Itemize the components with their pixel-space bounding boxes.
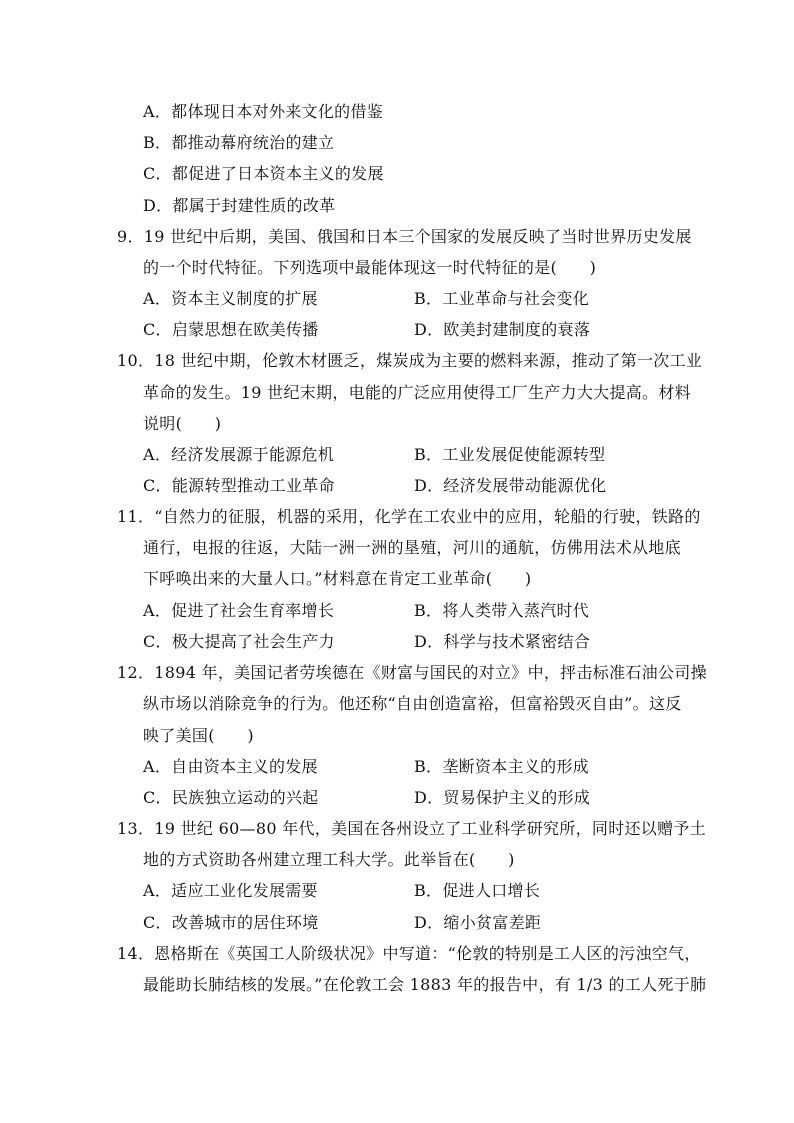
q10-option-d: D．经济发展带动能源优化 [414, 476, 607, 495]
q12-stem-line-3: 映了美国( ) [143, 726, 254, 745]
q12-option-d: D．贸易保护主义的形成 [414, 788, 591, 807]
q10-option-c: C．能源转型推动工业革命 [143, 476, 335, 495]
q10-option-a: A．经济发展源于能源危机 [143, 445, 335, 464]
q10-stem-line-1: 10．18 世纪中期，伦敦木材匮乏，煤炭成为主要的燃料来源，推动了第一次工业 [117, 351, 703, 370]
q8-option-a: A．都体现日本对外来文化的借鉴 [143, 102, 384, 121]
q12-option-c: C．民族独立运动的兴起 [143, 788, 319, 807]
q13-option-b: B．促进人口增长 [414, 881, 541, 900]
q11-stem-line-1: 11．“自然力的征服，机器的采用，化学在工农业中的应用，轮船的行驶，铁路的 [117, 507, 701, 526]
q10-option-b: B．工业发展促使能源转型 [414, 445, 606, 464]
q12-stem-line-2: 纵市场以消除竞争的行为。他还称“自由创造富裕，但富裕毁灭自由”。这反 [143, 694, 682, 713]
q12-option-b: B．垄断资本主义的形成 [414, 757, 590, 776]
q11-option-c: C．极大提高了社会生产力 [143, 632, 335, 651]
q11-stem-line-2: 通行，电报的往返，大陆一洲一洲的垦殖，河川的通航，仿佛用法术从地底 [143, 538, 681, 557]
q12-stem-line-1: 12．1894 年，美国记者劳埃德在《财富与国民的对立》中，抨击标准石油公司操 [117, 663, 707, 682]
q10-stem-line-2: 革命的发生。19 世纪末期，电能的广泛应用使得工厂生产力大大提高。材料 [143, 383, 691, 402]
q9-option-c: C．启蒙思想在欧美传播 [143, 320, 319, 339]
q11-option-d: D．科学与技术紧密结合 [414, 632, 591, 651]
q13-stem-line-1: 13．19 世纪 60—80 年代，美国在各州设立了工业科学研究所，同时还以赠予土 [117, 819, 706, 838]
q13-option-d: D．缩小贫富差距 [414, 913, 542, 932]
q13-option-c: C．改善城市的居住环境 [143, 913, 319, 932]
q10-stem-line-3: 说明( ) [143, 414, 222, 433]
q11-option-a: A．促进了社会生育率增长 [143, 601, 335, 620]
q8-option-b: B．都推动幕府统治的建立 [143, 133, 335, 152]
q11-option-b: B．将人类带入蒸汽时代 [414, 601, 590, 620]
q14-stem-line-1: 14．恩格斯在《英国工人阶级状况》中写道：“伦敦的特别是工人区的污浊空气， [117, 944, 701, 963]
q9-option-d: D．欧美封建制度的衰落 [414, 320, 591, 339]
q9-option-a: A．资本主义制度的扩展 [143, 289, 318, 308]
q9-stem-line-2: 的一个时代特征。下列选项中最能体现这一时代特征的是( ) [143, 258, 597, 277]
q9-option-b: B．工业革命与社会变化 [414, 289, 590, 308]
q13-stem-line-2: 地的方式资助各州建立理工科大学。此举旨在( ) [143, 850, 515, 869]
q8-option-c: C．都促进了日本资本主义的发展 [143, 164, 384, 183]
q8-option-d: D．都属于封建性质的改革 [143, 196, 336, 215]
q12-option-a: A．自由资本主义的发展 [143, 757, 318, 776]
q11-stem-line-3: 下呼唤出来的大量人口。”材料意在肯定工业革命( ) [143, 569, 532, 588]
q14-stem-line-2: 最能助长肺结核的发展。”在伦敦工会 1883 年的报告中，有 1/3 的工人死于肺 [143, 975, 707, 994]
q9-stem-line-1: 9．19 世纪中后期，美国、俄国和日本三个国家的发展反映了当时世界历史发展 [117, 227, 692, 246]
q13-option-a: A．适应工业化发展需要 [143, 881, 318, 900]
